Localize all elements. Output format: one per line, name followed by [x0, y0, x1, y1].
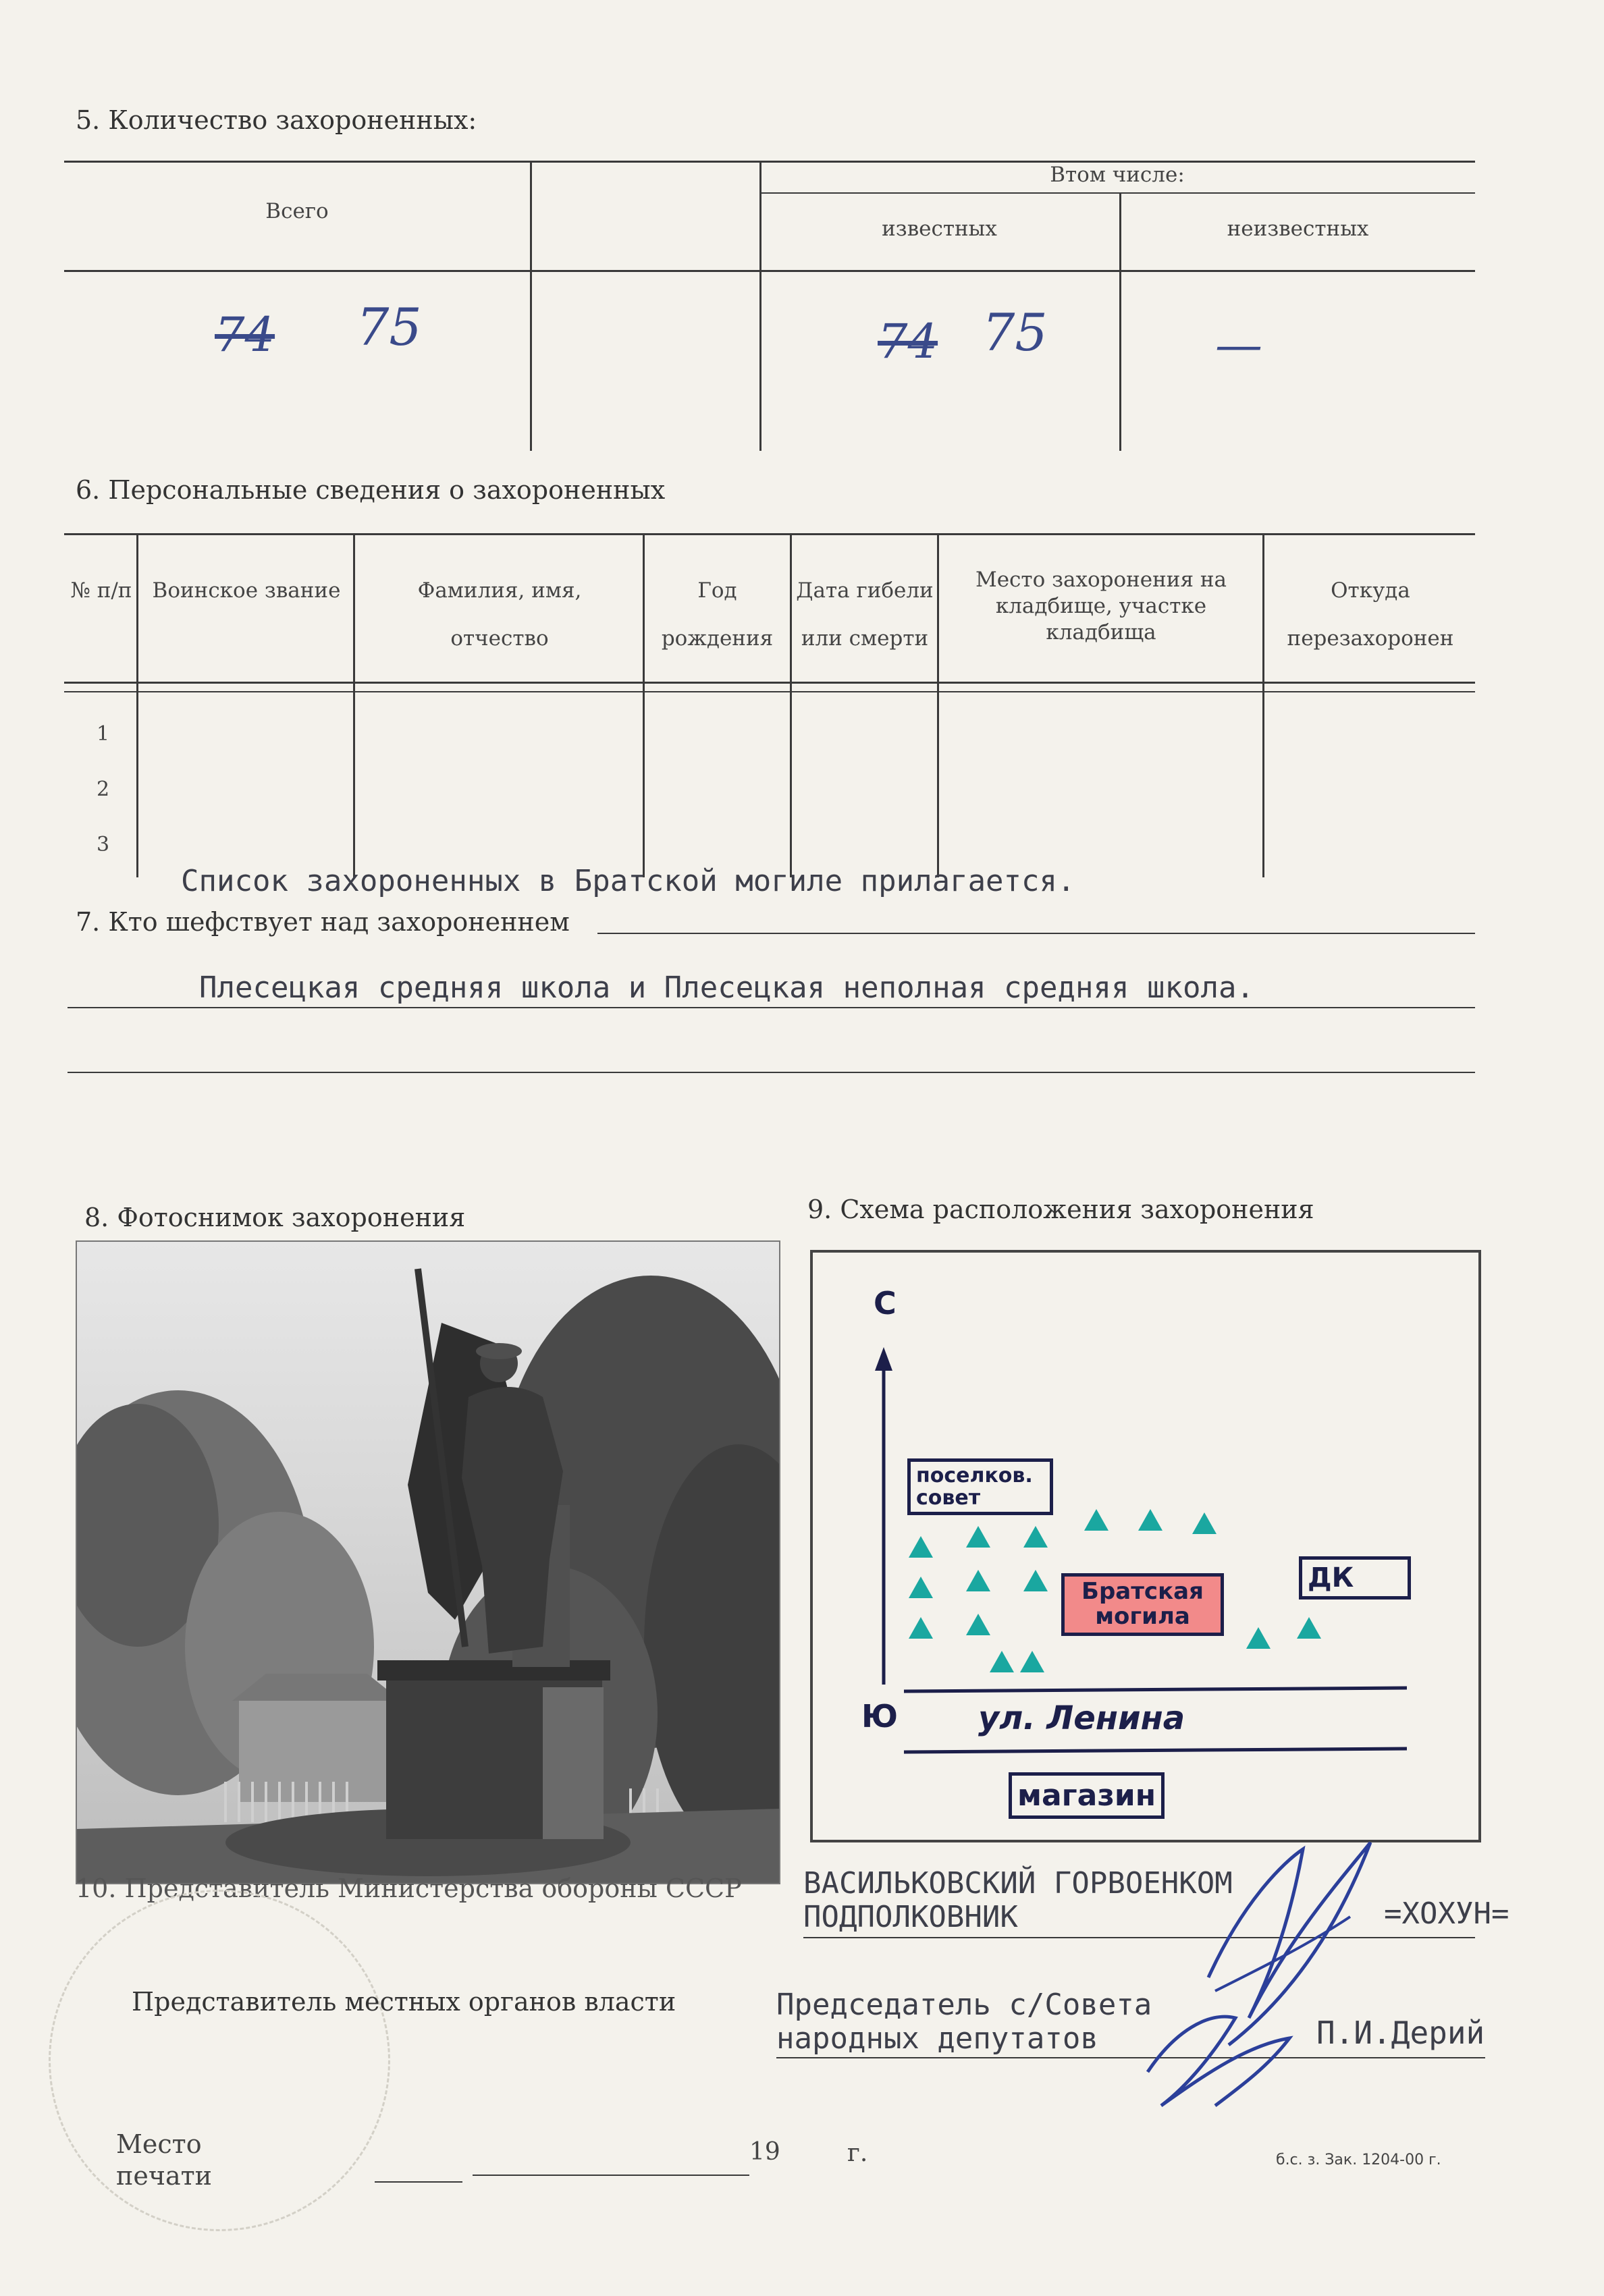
table6-vline-6	[1262, 533, 1264, 877]
total-struck-value: 74	[215, 307, 275, 362]
section7-rule-1	[597, 933, 1475, 934]
mass-grave-label: Братская могила	[1061, 1573, 1224, 1636]
known-value: 75	[982, 302, 1048, 362]
date-day-rule	[375, 2181, 462, 2183]
military-rank: ПОДПОЛКОВНИК	[803, 1900, 1018, 1934]
table6-header-number: № п/п	[70, 578, 132, 603]
council-building-label: поселков. совет	[907, 1458, 1053, 1515]
table5-vline-1	[530, 161, 532, 451]
military-rep-name: =ХОХУН=	[1384, 1896, 1509, 1931]
table6-row-number-2: 2	[97, 777, 110, 801]
unknown-value: —	[1215, 317, 1262, 373]
table6-vline-2	[353, 533, 355, 877]
local-authority-label: Представитель местных органов власти	[132, 1987, 676, 2017]
chairman-title-line1: Председатель с/Совета	[776, 1988, 1152, 2022]
total-value: 75	[356, 297, 422, 357]
table6-row-number-3: 3	[97, 833, 110, 856]
north-label: С	[874, 1285, 897, 1321]
table5-header-rule	[64, 270, 1475, 272]
signature-chairman	[1134, 1991, 1310, 2126]
table5-header-unknown: неизвестных	[1227, 217, 1369, 241]
table5-header-total: Всего	[265, 199, 329, 223]
stamp-circle	[49, 1890, 390, 2231]
table6-header-burial-place: Место захоронения на кладбище, участке кладбища	[975, 568, 1227, 645]
chairman-name: П.И.Дерий	[1316, 2015, 1485, 2051]
table6-header-death-date: Дата гибели или смерти	[796, 578, 934, 651]
scheme-drawing	[813, 1253, 1478, 1840]
table5-header-known: известных	[882, 217, 997, 241]
section-9-title: 9. Схема расположения захоронения	[807, 1195, 1314, 1224]
table6-vline-1	[136, 533, 138, 877]
table6-vline-3	[643, 533, 645, 877]
burial-scheme	[810, 1250, 1481, 1842]
date-month-rule	[473, 2175, 749, 2176]
table5-header-including: Втом числе:	[1050, 163, 1185, 187]
burial-list-note: Список захороненных в Братской могиле прилагается.	[181, 864, 1075, 898]
table6-header-reburied-from: Откуда перезахоронен	[1287, 578, 1454, 651]
table6-vline-5	[937, 533, 939, 877]
memorial-illustration	[77, 1242, 779, 1883]
street-label: ул. Ленина	[978, 1699, 1185, 1737]
memorial-photo	[76, 1240, 780, 1884]
section-7-title: 7. Кто шефствует над захороненнем	[76, 907, 570, 937]
section-5-title: 5. Количество захороненных:	[76, 105, 477, 135]
table6-header-birth-year: Год рождения	[661, 578, 774, 651]
known-struck-value: 74	[878, 314, 938, 369]
section7-rule-3	[68, 1072, 1475, 1073]
table5-subheader-rule	[759, 192, 1475, 194]
table6-header-rank: Воинское звание	[152, 578, 341, 603]
military-commissar-title: ВАСИЛЬКОВСКИЙ ГОРВОЕНКОМ	[803, 1866, 1233, 1901]
table5-vline-2	[759, 161, 761, 451]
patron-schools: Плесецкая средняя школа и Плесецкая неполная средняя школа.	[199, 971, 1254, 1005]
section-6-title: 6. Персональные сведения о захороненных	[76, 475, 666, 505]
print-code: б.с. з. Зак. 1204-00 г.	[1276, 2152, 1441, 2168]
stamp-place-line1: Место	[116, 2129, 202, 2159]
chairman-title-line2: народных депутатов	[776, 2021, 1098, 2056]
section-8-title: 8. Фотоснимок захоронения	[84, 1203, 466, 1232]
date-year-prefix: 19	[749, 2138, 780, 2166]
table6-row-number-1: 1	[97, 722, 110, 746]
shop-label: магазин	[1009, 1772, 1165, 1819]
stamp-place-line2: печати	[116, 2161, 212, 2191]
table6-vline-4	[790, 533, 792, 877]
south-label: Ю	[861, 1698, 898, 1734]
section-10-title: 10. Представитель Министерства обороны СССР	[76, 1874, 742, 1903]
dk-label: ДК	[1299, 1556, 1411, 1600]
section7-rule-2	[68, 1007, 1475, 1008]
table6-header-name: Фамилия, имя, отчество	[417, 578, 582, 651]
date-year-suffix: г.	[847, 2139, 868, 2167]
